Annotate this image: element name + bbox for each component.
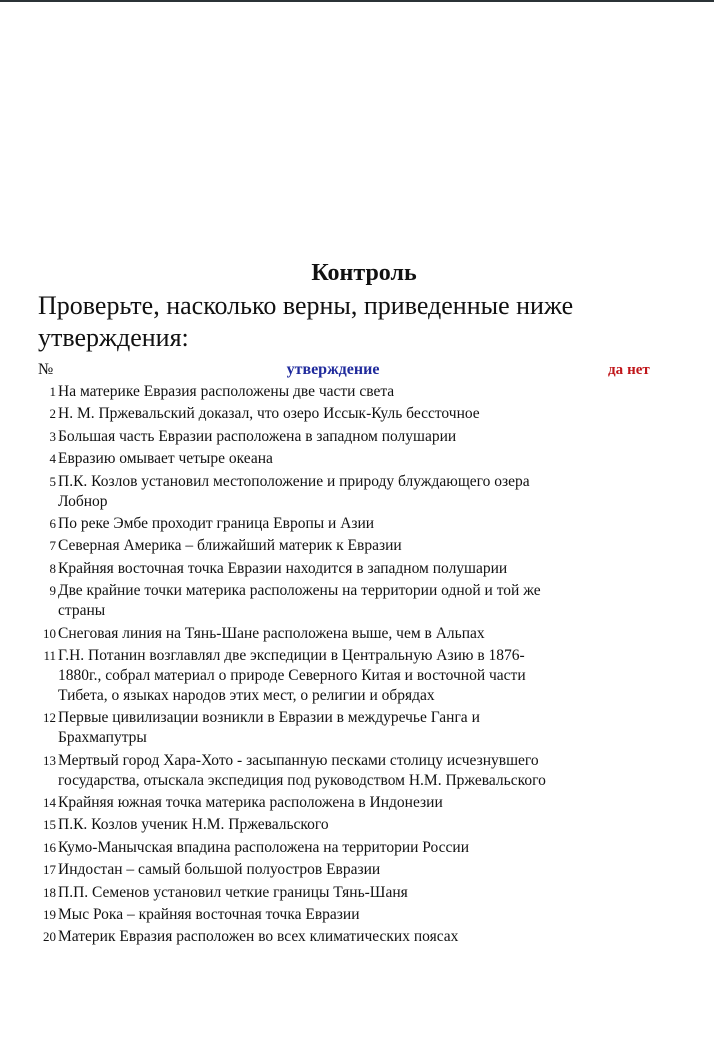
statement-line: Северная Америка – ближайший материк к Евразии [58, 537, 402, 555]
row-number: 18 [43, 884, 56, 900]
table-row [38, 536, 678, 558]
row-statement [58, 793, 598, 813]
statement-line: Снеговая линия на Тянь-Шане расположена выше, чем в Альпах [58, 624, 485, 642]
row-statement [58, 815, 598, 835]
row-number: 12 [43, 710, 56, 726]
row-statement [58, 751, 598, 791]
row-statement [58, 404, 598, 424]
row-number: 3 [49, 428, 56, 444]
row-statement [58, 581, 598, 621]
row-statement [58, 927, 598, 947]
row-number: 20 [43, 929, 56, 945]
top-border-line [0, 0, 714, 2]
row-number: 6 [49, 515, 56, 531]
table-row [38, 427, 678, 449]
table-row [38, 793, 678, 815]
row-number: 13 [43, 752, 56, 768]
statement-line: Материк Евразия расположен во всех климатических поясах [58, 928, 459, 946]
row-number: 5 [49, 473, 56, 489]
row-statement [58, 860, 598, 880]
row-number: 8 [49, 560, 56, 576]
statement-line: Индостан – самый большой полуостров Евразии [58, 861, 381, 879]
statement-line: Евразию омывает четыре океана [58, 450, 273, 468]
row-number: 7 [49, 538, 56, 554]
row-statement [58, 905, 598, 925]
table-row [38, 927, 678, 949]
table-row [38, 514, 678, 536]
statement-line: Кумо-Манычская впадина расположена на территории России [58, 838, 470, 856]
statement-line: По реке Эмбе проходит граница Европы и Азии [58, 514, 375, 532]
header-no: нет [627, 362, 650, 378]
header-number: № [38, 361, 54, 378]
page-title: Контроль [311, 260, 417, 286]
instruction-line-1: Проверьте, насколько верны, приведенные ниже [38, 291, 574, 320]
statements-table [38, 360, 678, 950]
instruction-line-2: утверждения: [38, 323, 189, 352]
table-row [38, 404, 678, 426]
row-number: 10 [43, 625, 56, 641]
header-yes-no [608, 360, 650, 380]
row-statement [58, 624, 598, 644]
statement-line: Крайняя восточная точка Евразии находится в западном полушарии [58, 559, 508, 577]
table-row [38, 581, 678, 623]
statement-line: государства, отыскала экспедиция под руководством Н.М. Пржевальского [58, 771, 546, 789]
row-number: 16 [43, 839, 56, 855]
header-statement: утверждение [286, 361, 380, 378]
row-statement [58, 536, 598, 556]
row-number: 9 [49, 583, 56, 599]
table-header [38, 360, 678, 380]
table-row [38, 708, 678, 750]
table-row [38, 472, 678, 514]
row-statement [58, 449, 598, 469]
statement-line: Г.Н. Потанин возглавлял две экспедиции в Центральную Азию в 1876- [58, 646, 525, 664]
statements-list [38, 382, 678, 950]
statement-line: П.К. Козлов ученик Н.М. Пржевальского [58, 816, 329, 834]
statement-line: Н. М. Пржевальский доказал, что озеро Иссык-Куль бессточное [58, 405, 480, 423]
statement-line: Мыс Рока – крайняя восточная точка Евразии [58, 906, 360, 924]
statement-line: Лобнор [58, 492, 108, 510]
row-statement [58, 708, 598, 748]
row-statement [58, 514, 598, 534]
statement-line: страны [58, 602, 106, 620]
row-number: 4 [49, 451, 56, 467]
table-row [38, 646, 678, 708]
statement-line: 1880г., собрал материал о природе Северного Китая и восточной части [58, 666, 526, 684]
table-row [38, 624, 678, 646]
row-number: 1 [49, 384, 56, 399]
row-number: 11 [43, 647, 56, 663]
row-statement [58, 472, 598, 512]
table-row [38, 905, 678, 927]
table-row [38, 559, 678, 581]
row-statement [58, 838, 598, 858]
statement-line: Мертвый город Хара-Хото - засыпанную песками столицу исчезнувшего [58, 751, 539, 769]
row-statement [58, 427, 598, 447]
row-statement [58, 883, 598, 903]
table-row [38, 449, 678, 471]
table-row [38, 382, 678, 404]
table-row [38, 815, 678, 837]
row-statement [58, 382, 598, 402]
statement-line: На материке Евразия расположены две части света [58, 383, 395, 400]
statement-line: Брахмапутры [58, 729, 147, 747]
statement-line: Первые цивилизации возникли в Евразии в междуречье Ганга и [58, 709, 480, 727]
instruction-text [38, 290, 678, 354]
table-row [38, 751, 678, 793]
statement-line: Тибета, о языках народов этих мест, о религии и обрядах [58, 686, 435, 704]
row-number: 19 [43, 907, 56, 923]
statement-line: Крайняя южная точка материка расположена в Индонезии [58, 794, 443, 812]
statement-line: Большая часть Евразии расположена в западном полушарии [58, 427, 457, 445]
row-statement [58, 646, 598, 706]
row-statement [58, 559, 598, 579]
row-number: 2 [49, 406, 56, 422]
statement-line: Две крайние точки материка расположены на территории одной и той же [58, 582, 541, 600]
table-row [38, 860, 678, 882]
document-page [38, 258, 678, 950]
row-number: 17 [43, 862, 56, 878]
statement-line: П.П. Семенов установил четкие границы Тянь-Шаня [58, 883, 408, 901]
header-yes: да [608, 362, 624, 378]
statement-line: П.К. Козлов установил местоположение и природу блуждающего озера [58, 472, 530, 490]
row-number: 15 [43, 817, 56, 833]
table-row [38, 838, 678, 860]
row-number: 14 [43, 795, 56, 811]
table-row [38, 883, 678, 905]
